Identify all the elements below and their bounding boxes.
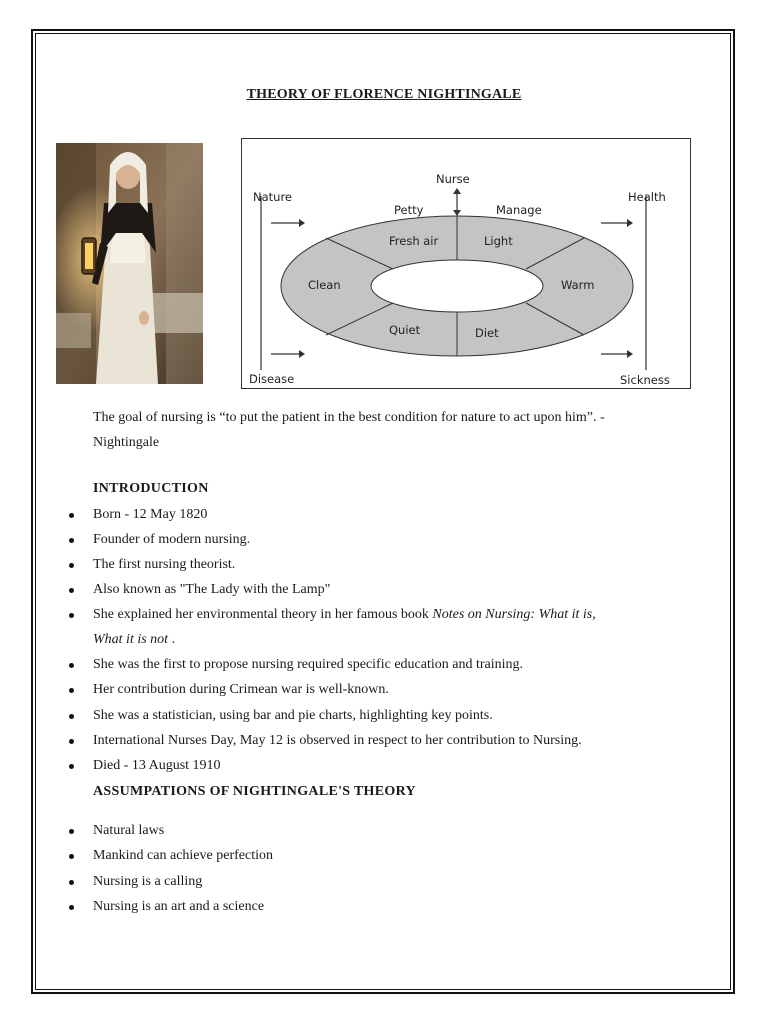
intro-item-crimean-war: Her contribution during Crimean war is well-known. xyxy=(93,682,389,697)
bullet-icon xyxy=(69,513,74,518)
bullet-icon xyxy=(69,588,74,593)
bullet-icon xyxy=(69,854,74,859)
bullet-icon xyxy=(69,739,74,744)
diagram-label-disease: Disease xyxy=(249,372,295,386)
assumption-item-natural-laws: Natural laws xyxy=(93,823,165,838)
diagram-segment-quiet: Quiet xyxy=(389,323,421,337)
environmental-theory-diagram xyxy=(241,138,691,389)
bullet-icon xyxy=(69,613,74,618)
bullet-icon xyxy=(69,663,74,668)
intro-item-died: Died - 13 August 1910 xyxy=(93,758,221,773)
bullet-icon xyxy=(69,714,74,719)
nursing-goal-quote xyxy=(93,405,683,455)
intro-item-book xyxy=(93,602,693,652)
bullet-icon xyxy=(69,688,74,693)
assumptions-heading: ASSUMPATIONS OF NIGHTINGALE'S THEORY xyxy=(93,784,416,799)
bullet-icon xyxy=(69,764,74,769)
introduction-heading: INTRODUCTION xyxy=(93,481,209,496)
book-title-line2: What it is not xyxy=(93,632,169,647)
assumption-item-perfection: Mankind can achieve perfection xyxy=(93,848,273,863)
quote-text: The goal of nursing is “to put the patient in the best condition for nature to act upon him”. - xyxy=(93,410,605,425)
bullet-icon xyxy=(69,563,74,568)
intro-item-first-theorist: The first nursing theorist. xyxy=(93,557,236,572)
book-sentence: She explained her environmental theory in her famous book xyxy=(93,607,429,622)
diagram-segment-warm: Warm xyxy=(561,278,595,292)
assumption-item-art-science: Nursing is an art and a science xyxy=(93,899,265,914)
document-title: THEORY OF FLORENCE NIGHTINGALE xyxy=(246,87,522,102)
intro-item-lady-with-lamp: Also known as "The Lady with the Lamp" xyxy=(93,582,331,597)
diagram-label-nurse: Nurse xyxy=(436,172,470,186)
nightingale-portrait-image xyxy=(56,143,203,384)
diagram-segment-fresh-air: Fresh air xyxy=(389,234,439,248)
diagram-segment-diet: Diet xyxy=(475,326,499,340)
quote-author: Nightingale xyxy=(93,435,160,450)
intro-item-statistician: She was a statistician, using bar and pie charts, highlighting key points. xyxy=(93,708,493,723)
book-suffix: . xyxy=(168,632,176,647)
assumption-item-calling: Nursing is a calling xyxy=(93,874,203,889)
diagram-label-petty: Petty xyxy=(394,203,424,217)
bullet-icon xyxy=(69,880,74,885)
diagram-segment-clean: Clean xyxy=(308,278,341,292)
intro-item-nurses-day: International Nurses Day, May 12 is observed in respect to her contribution to Nursing. xyxy=(93,733,582,748)
diagram-segment-light: Light xyxy=(484,234,513,248)
intro-item-born: Born - 12 May 1820 xyxy=(93,507,208,522)
diagram-label-manage: Manage xyxy=(496,203,542,217)
diagram-label-health: Health xyxy=(628,190,666,204)
bullet-icon xyxy=(69,829,74,834)
diagram-label-nature: Nature xyxy=(253,190,292,204)
bullet-icon xyxy=(69,905,74,910)
bullet-icon xyxy=(69,538,74,543)
diagram-label-sickness: Sickness xyxy=(620,373,670,387)
book-title-line1: Notes on Nursing: What it is, xyxy=(432,607,596,622)
intro-item-founder: Founder of modern nursing. xyxy=(93,532,251,547)
intro-item-education: She was the first to propose nursing required specific education and training. xyxy=(93,657,523,672)
